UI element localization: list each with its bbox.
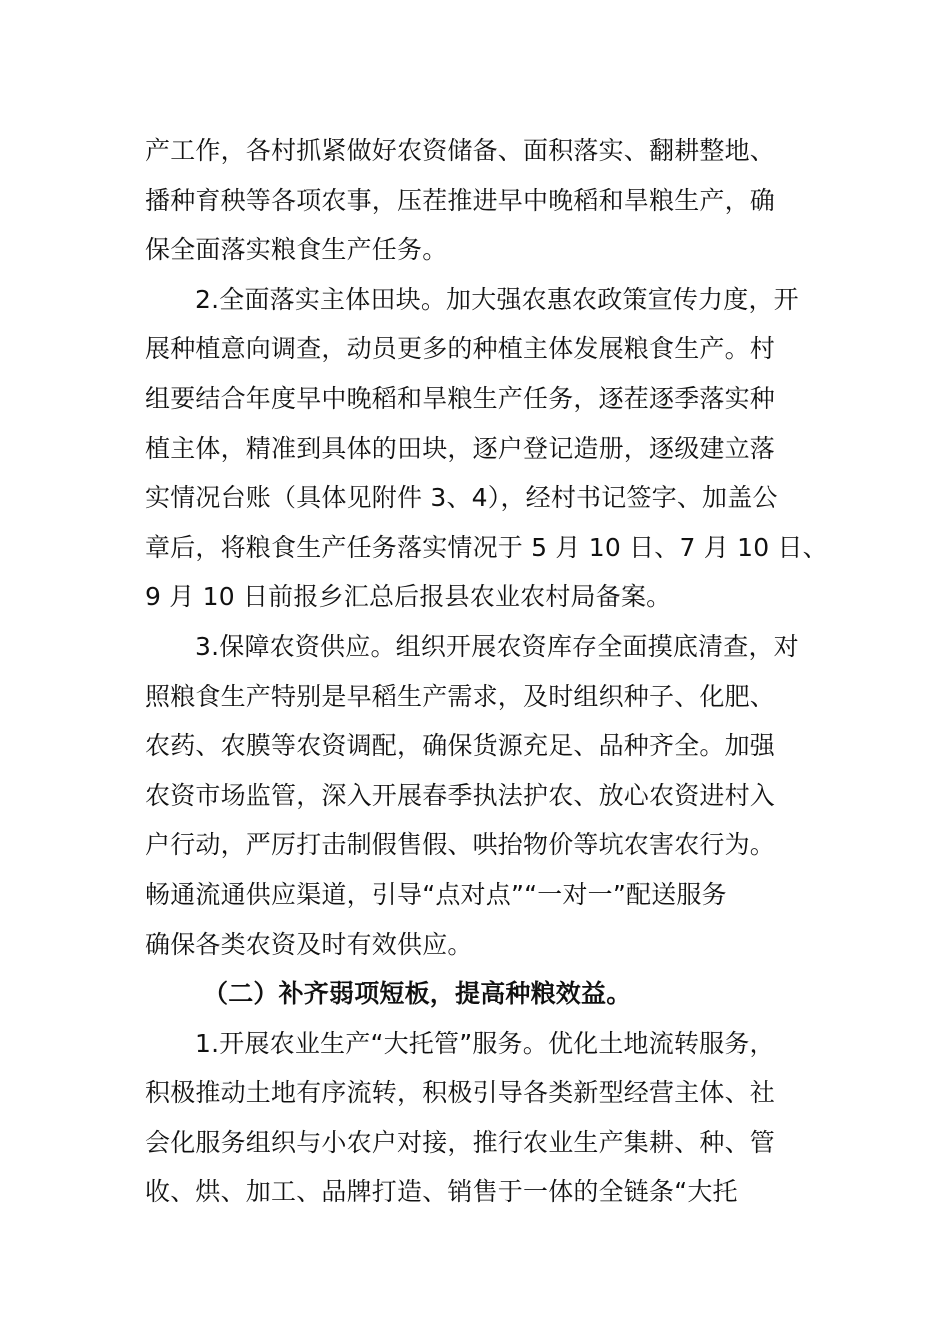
text-line: 农资市场监管，深入开展春季执法护农、放心农资进村入 [145, 780, 776, 810]
text-line: 植主体，精准到具体的田块，逐户登记造册，逐级建立落 [145, 433, 776, 463]
section-heading: （二）补齐弱项短板，提高种粮效益。 [203, 979, 632, 1009]
paragraph-first-line: 2.全面落实主体田块。加大强农惠农政策宣传力度，开 [195, 284, 799, 314]
text-line: 章后，将粮食生产任务落实情况于 5 月 10 日、7 月 10 日、 [145, 532, 828, 562]
text-line: 会化服务组织与小农户对接，推行农业生产集耕、种、管 [145, 1127, 776, 1157]
text-line: 保全面落实粮食生产任务。 [145, 235, 448, 265]
paragraph-first-line: 1.开展农业生产“大托管”服务。优化土地流转服务， [195, 1028, 775, 1058]
text-line: 农药、农膜等农资调配，确保货源充足、品种齐全。加强 [145, 731, 776, 761]
text-line: 展种植意向调查，动员更多的种植主体发展粮食生产。村 [145, 334, 776, 364]
text-line: 收、烘、加工、品牌打造、销售于一体的全链条“大托 [145, 1177, 738, 1207]
text-line: 户行动，严厉打击制假售假、哄抬物价等坑农害农行为。 [145, 830, 776, 860]
text-line: 照粮食生产特别是早稻生产需求，及时组织种子、化肥、 [145, 681, 776, 711]
text-line: 积极推动土地有序流转，积极引导各类新型经营主体、社 [145, 1078, 776, 1108]
text-line: 确保各类农资及时有效供应。 [145, 929, 473, 959]
text-line: 产工作，各村抓紧做好农资储备、面积落实、翻耕整地、 [145, 136, 776, 165]
document-body [145, 126, 828, 1217]
text-line: 畅通流通供应渠道，引导“点对点”“一对一”配送服务 [145, 879, 727, 909]
text-line: 实情况台账（具体见附件 3、4），经村书记签字、加盖公 [145, 483, 778, 513]
text-line: 组要结合年度早中晚稻和旱粮生产任务，逐茬逐季落实种 [145, 383, 776, 413]
text-line: 9 月 10 日前报乡汇总后报县农业农村局备案。 [145, 582, 672, 612]
text-line: 播种育秧等各项农事，压茬推进早中晚稻和旱粮生产，确 [145, 185, 776, 215]
paragraph-first-line: 3.保障农资供应。组织开展农资库存全面摸底清查，对 [195, 631, 799, 661]
